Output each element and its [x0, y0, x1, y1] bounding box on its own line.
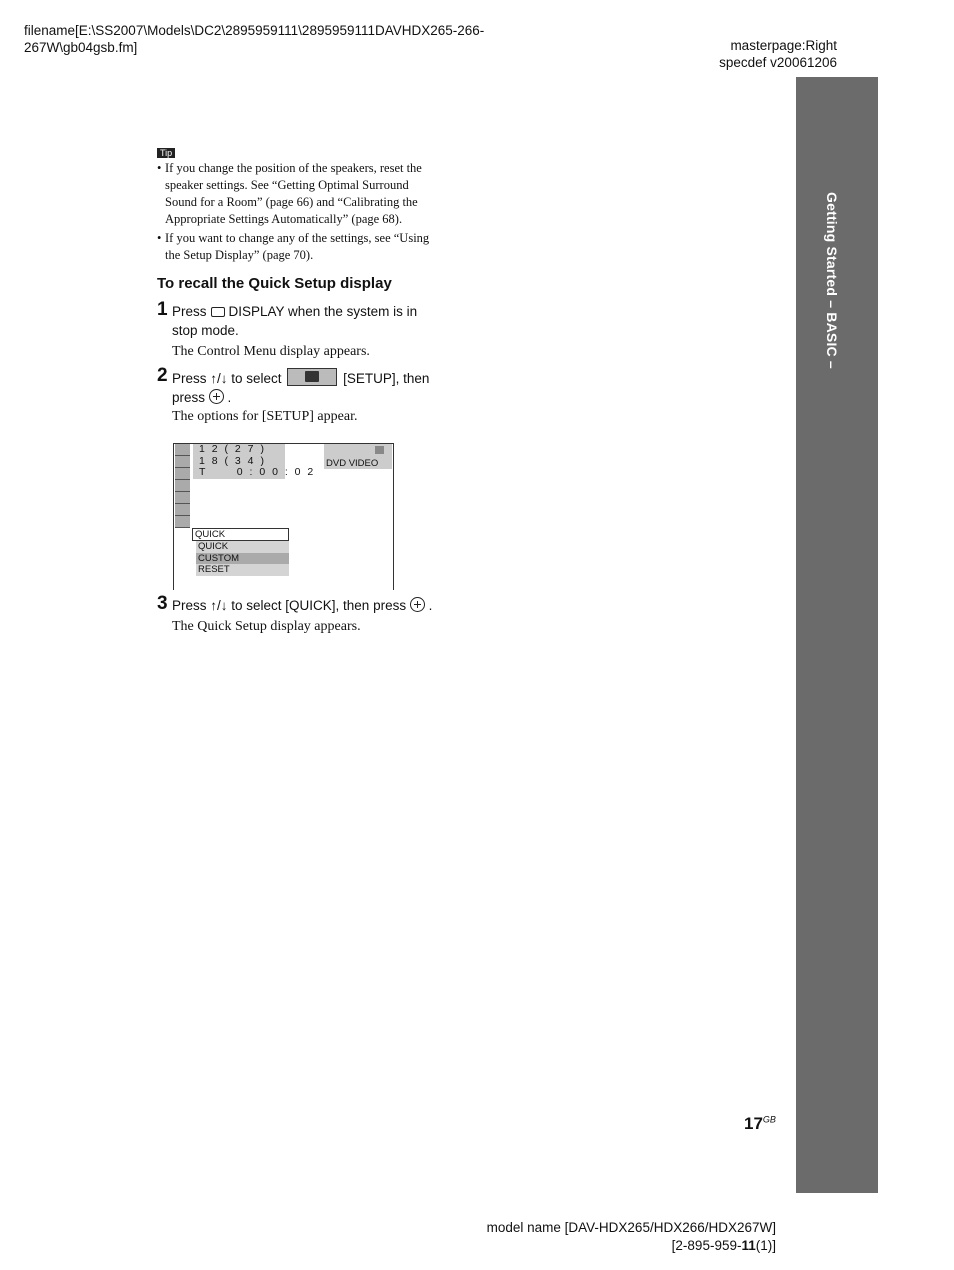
tip-item: • If you want to change any of the settings, see “Using the Setup Display” (page 70).	[157, 230, 457, 264]
menu-icon-cell	[175, 504, 190, 516]
info-line: 1 2 ( 2 7 )	[199, 443, 266, 455]
step-1-note: The Control Menu display appears.	[172, 344, 370, 359]
disc-type-label: DVD VIDEO	[326, 458, 379, 469]
disc-type-box	[324, 444, 392, 469]
step-2-text: Press ↑/↓ to select [SETUP], then press .	[172, 368, 462, 407]
setup-icon	[287, 368, 337, 386]
step-number: 3	[157, 593, 168, 614]
step-2-note: The options for [SETUP] appear.	[172, 409, 358, 424]
step-number: 2	[157, 365, 168, 386]
step-text: Press ↑/↓ to select [QUICK], then press	[172, 598, 407, 613]
step-text: press	[172, 390, 206, 405]
filename-line-2: 267W\gb04gsb.fm]	[24, 40, 138, 55]
enter-button-icon	[209, 389, 224, 404]
option-list	[196, 541, 289, 576]
option-item: CUSTOM	[196, 553, 289, 565]
tip-line: Sound for a Room” (page 66) and “Calibrating the	[165, 195, 418, 209]
filename-line-1: filename[E:\SS2007\Models\DC2\2895959111\2895959111DAVHDX265-266-	[24, 23, 485, 38]
tip-line: If you change the position of the speakers, reset the	[165, 161, 422, 175]
part-number-pre: [2-895-959-	[671, 1238, 742, 1253]
model-name: model name [DAV-HDX265/HDX266/HDX267W]	[486, 1220, 776, 1235]
page-number-suffix: GB	[762, 1114, 776, 1125]
model-footer	[487, 1219, 776, 1255]
setup-screen-figure	[173, 443, 394, 590]
step-1-text	[172, 302, 462, 340]
playback-info	[193, 443, 316, 479]
selected-option-box: QUICK	[192, 528, 289, 541]
step-text: Press ↑/↓ to select	[172, 371, 282, 386]
masterpage-header	[719, 37, 837, 71]
tip-item: • If you change the position of the speakers, reset the speaker settings. See “Getting Optimal Surround Sound for a Room” (page 66) and “Calibrating the Appropriate Settings Automatically” (page 68).	[157, 160, 457, 228]
step-text: Press	[172, 304, 207, 319]
tip-line: speaker settings. See “Getting Optimal Surround	[165, 178, 409, 192]
masterpage-label: masterpage:Right	[730, 38, 837, 53]
sidebar-title: Getting Started – BASIC –	[824, 192, 840, 369]
display-icon	[211, 307, 225, 317]
tip-label: Tip	[157, 148, 175, 158]
menu-icon-cell	[175, 468, 190, 480]
tip-line: the Setup Display” (page 70).	[165, 248, 314, 262]
option-item: QUICK	[198, 541, 229, 552]
section-sidebar	[796, 77, 878, 1193]
step-text: [SETUP], then	[343, 371, 430, 386]
part-number-post: (1)]	[755, 1238, 776, 1253]
step-3-text: Press ↑/↓ to select [QUICK], then press .	[172, 598, 433, 613]
filename-header	[24, 22, 544, 56]
info-line: T 0 : 0 0 : 0 2	[199, 466, 316, 478]
part-number-bold: 11	[741, 1238, 756, 1253]
option-item: RESET	[198, 564, 230, 575]
menu-icon-cell	[175, 480, 190, 492]
info-line: 1 8 ( 3 4 )	[199, 454, 266, 467]
specdef-label: specdef v20061206	[719, 55, 837, 70]
menu-icon-cell	[175, 492, 190, 504]
tip-line: Appropriate Settings Automatically” (page 68).	[165, 212, 403, 226]
menu-icon-cell	[175, 444, 190, 456]
step-text: DISPLAY when the system is in	[228, 304, 418, 319]
disc-indicator-icon	[375, 446, 384, 454]
step-3-note: The Quick Setup display appears.	[172, 619, 361, 634]
section-heading: To recall the Quick Setup display	[157, 275, 392, 292]
step-text: stop mode.	[172, 323, 239, 338]
menu-icon-cell	[175, 456, 190, 468]
part-number	[487, 1237, 776, 1255]
menu-icon-cell	[175, 516, 190, 528]
page-number	[744, 1114, 776, 1134]
enter-button-icon	[410, 597, 425, 612]
step-number: 1	[157, 299, 168, 320]
page-number-value: 17	[744, 1114, 763, 1133]
tip-line: If you want to change any of the settings, see “Using	[165, 231, 430, 245]
